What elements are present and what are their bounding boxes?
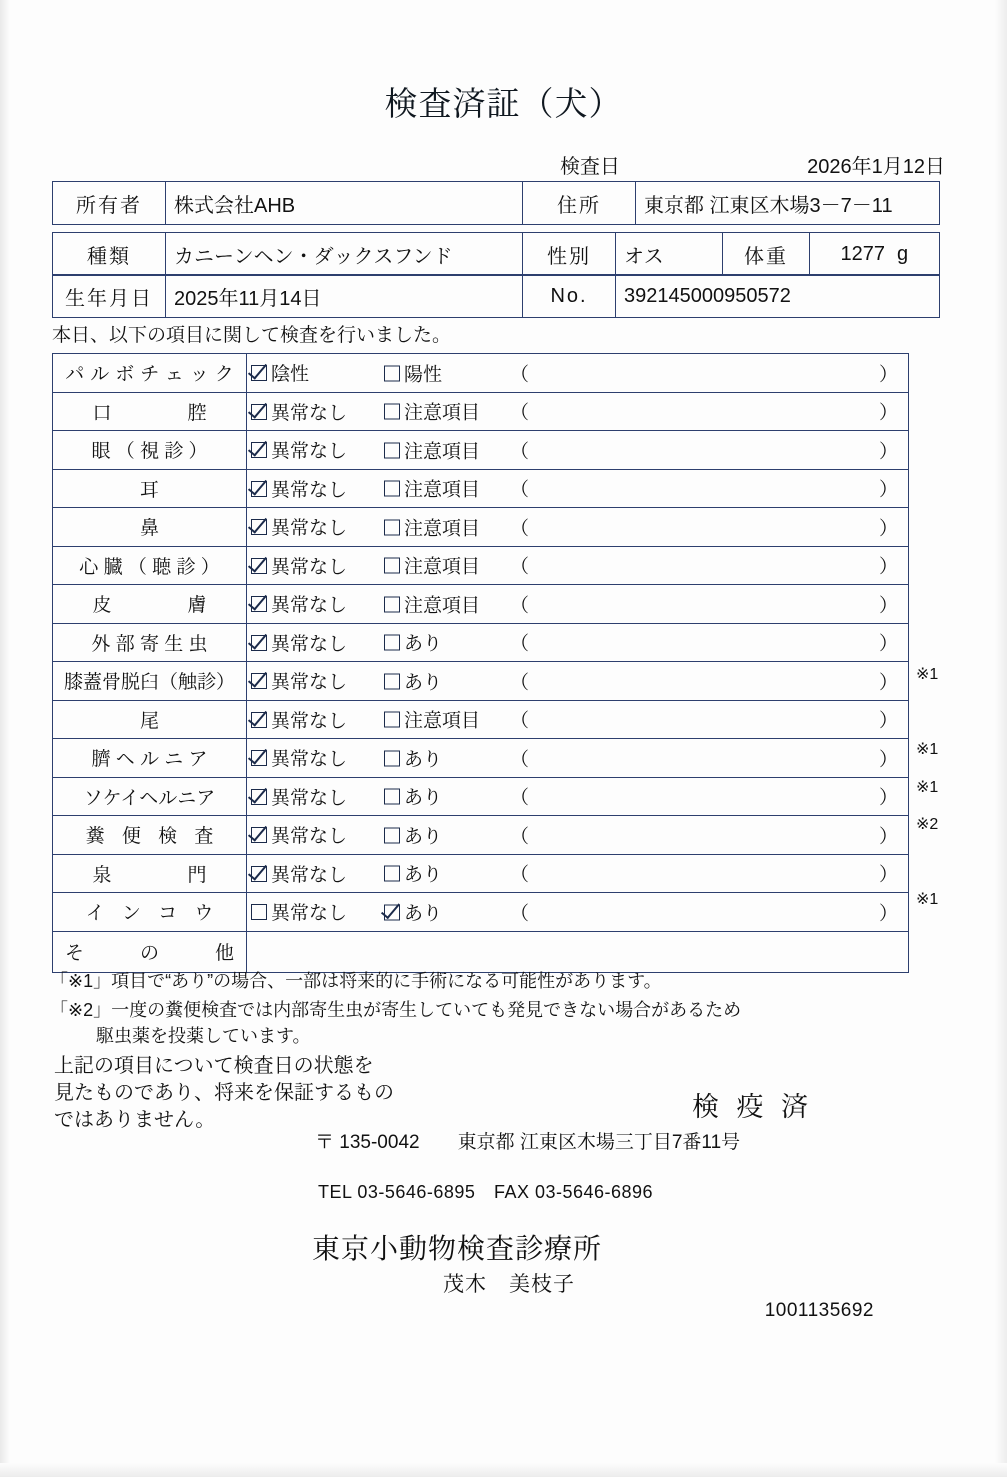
checked-checkbox-icon[interactable] bbox=[251, 442, 267, 458]
remark-paren-close: ） bbox=[878, 402, 898, 424]
checked-checkbox-icon[interactable] bbox=[251, 789, 267, 805]
option-1-label: 異常なし bbox=[271, 826, 348, 848]
inspection-options bbox=[247, 354, 909, 393]
option-1-label: 異常なし bbox=[271, 402, 348, 424]
option-2[interactable] bbox=[384, 744, 442, 771]
other-value[interactable] bbox=[247, 931, 909, 972]
inspection-options bbox=[247, 893, 909, 932]
option-1[interactable] bbox=[251, 475, 347, 502]
clinic-name: 東京小動物検査診療所 bbox=[312, 1233, 603, 1264]
option-2[interactable] bbox=[384, 436, 480, 463]
weight-unit: g bbox=[893, 233, 940, 276]
remark-paren-open: （ bbox=[510, 479, 530, 501]
option-2[interactable] bbox=[384, 398, 480, 425]
checkbox-icon[interactable] bbox=[251, 904, 267, 920]
option-2-label: あり bbox=[404, 826, 443, 848]
checked-checkbox-icon[interactable] bbox=[251, 827, 267, 843]
inspection-options bbox=[247, 816, 909, 855]
table-row bbox=[53, 700, 909, 739]
table-row bbox=[53, 431, 909, 470]
option-2[interactable] bbox=[384, 667, 442, 694]
table-row bbox=[53, 777, 909, 816]
option-1-label: 異常なし bbox=[271, 864, 348, 886]
document-number: 1001135692 bbox=[764, 1300, 874, 1321]
table-row bbox=[53, 508, 909, 547]
option-2-label: 注意項目 bbox=[404, 479, 481, 501]
option-2[interactable] bbox=[384, 860, 442, 887]
checkbox-icon[interactable] bbox=[384, 365, 400, 381]
remark-paren-close: ） bbox=[878, 864, 898, 886]
option-2-label: 注意項目 bbox=[404, 402, 481, 424]
option-2[interactable] bbox=[384, 552, 480, 579]
footnote-2-line2: 駆虫薬を投薬しています。 bbox=[96, 1026, 311, 1046]
option-2[interactable] bbox=[384, 783, 442, 810]
option-1[interactable] bbox=[251, 744, 347, 771]
statement-block bbox=[54, 1053, 394, 1134]
table-row bbox=[53, 275, 940, 318]
checked-checkbox-icon[interactable] bbox=[251, 519, 267, 535]
checkbox-icon[interactable] bbox=[384, 673, 400, 689]
option-2-label: あり bbox=[404, 672, 443, 694]
option-1-label: 異常なし bbox=[271, 556, 348, 578]
inspection-item-label: パルボチェック bbox=[53, 354, 247, 393]
statement-line-2: 見たものであり、将来を保証するもの bbox=[54, 1082, 394, 1104]
inspection-item-label: 皮 膚 bbox=[53, 585, 247, 624]
no-label: No. bbox=[523, 275, 616, 318]
remark-paren-open: （ bbox=[510, 826, 530, 848]
option-1-label: 異常なし bbox=[271, 518, 348, 540]
table-row bbox=[53, 546, 909, 585]
option-2[interactable] bbox=[384, 821, 442, 848]
option-1[interactable] bbox=[251, 898, 347, 925]
address-label: 住所 bbox=[523, 182, 636, 225]
remark-paren-close: ） bbox=[878, 633, 898, 655]
inspection-options bbox=[247, 546, 909, 585]
birth-label: 生年月日 bbox=[53, 275, 166, 318]
remark-paren-close: ） bbox=[878, 595, 898, 617]
inspection-item-label: 鼻 bbox=[53, 508, 247, 547]
remark-paren-close: ） bbox=[878, 364, 898, 386]
clinic-telfax: TEL 03-5646-6895 FAX 03-5646-6896 bbox=[318, 1182, 654, 1202]
checked-checkbox-icon[interactable] bbox=[251, 750, 267, 766]
option-1[interactable] bbox=[251, 706, 347, 733]
no-value: 392145000950572 bbox=[616, 275, 940, 318]
checked-checkbox-icon[interactable] bbox=[251, 712, 267, 728]
table-row bbox=[53, 816, 909, 855]
option-1-label: 異常なし bbox=[271, 441, 348, 463]
footnote-marker: ※1 bbox=[916, 778, 939, 796]
inspection-options bbox=[247, 623, 909, 662]
option-2-label: 注意項目 bbox=[404, 710, 481, 732]
weight-label: 体重 bbox=[723, 233, 810, 276]
option-1[interactable] bbox=[251, 398, 347, 425]
remark-paren-open: （ bbox=[510, 595, 530, 617]
table-row bbox=[53, 392, 909, 431]
scan-edge-bottom bbox=[0, 1463, 1007, 1477]
page-title: 検査済証（犬） bbox=[384, 85, 623, 122]
checkbox-icon[interactable] bbox=[384, 404, 400, 420]
remark-paren-close: ） bbox=[878, 518, 898, 540]
footnote-marker: ※1 bbox=[916, 741, 939, 758]
header-table bbox=[52, 181, 940, 225]
header-table-2 bbox=[52, 232, 940, 276]
other-label: そ の 他 bbox=[53, 931, 247, 972]
option-2-label: あり bbox=[404, 633, 443, 655]
remark-paren-close: ） bbox=[878, 826, 898, 848]
option-2-label: あり bbox=[404, 749, 443, 771]
option-1[interactable] bbox=[251, 667, 347, 694]
checkbox-icon[interactable] bbox=[384, 519, 400, 535]
breed-value: カニーンヘン・ダックスフンド bbox=[166, 233, 523, 276]
inspection-options bbox=[247, 854, 909, 893]
statement-line-1: 上記の項目について検査日の状態を bbox=[54, 1055, 374, 1077]
option-2-label: 注意項目 bbox=[404, 441, 481, 463]
table-row bbox=[53, 233, 940, 276]
option-2-label: 注意項目 bbox=[404, 595, 481, 617]
remark-paren-open: （ bbox=[510, 441, 530, 463]
option-2[interactable] bbox=[384, 513, 480, 540]
inspection-options bbox=[247, 431, 909, 470]
remark-paren-open: （ bbox=[510, 556, 530, 578]
inspection-table bbox=[52, 353, 909, 973]
option-2[interactable] bbox=[384, 898, 442, 925]
inspection-item-label: イ ン コ ウ bbox=[53, 893, 247, 932]
inspection-options bbox=[247, 700, 909, 739]
checked-checkbox-icon[interactable] bbox=[384, 904, 400, 920]
inspection-item-label: 臍 ヘ ル ニ ア bbox=[53, 739, 247, 778]
checkbox-icon[interactable] bbox=[384, 866, 400, 882]
checked-checkbox-icon[interactable] bbox=[251, 866, 267, 882]
footnote-2-line1: 「※2」一度の糞便検査では内部寄生虫が寄生していても発見できない場合があるため bbox=[50, 1000, 742, 1020]
table-row bbox=[53, 893, 909, 932]
inspection-item-label: 膝蓋骨脱臼（触診） bbox=[53, 662, 247, 701]
option-2-label: 注意項目 bbox=[404, 518, 481, 540]
clinic-person: 茂木 美枝子 bbox=[443, 1273, 575, 1296]
remark-paren-close: ） bbox=[878, 672, 898, 694]
option-1[interactable] bbox=[251, 436, 347, 463]
checkbox-icon[interactable] bbox=[384, 442, 400, 458]
remark-paren-open: （ bbox=[510, 672, 530, 694]
option-1-label: 異常なし bbox=[271, 672, 348, 694]
inspection-item-label: ソケイヘルニア bbox=[53, 777, 247, 816]
option-2[interactable] bbox=[384, 590, 480, 617]
footnote-marker: ※1 bbox=[916, 891, 939, 908]
checkbox-icon[interactable] bbox=[384, 596, 400, 612]
option-1-label: 陰性 bbox=[271, 364, 310, 386]
checked-checkbox-icon[interactable] bbox=[251, 404, 267, 420]
inspection-item-label: 尾 bbox=[53, 700, 247, 739]
option-2-label: あり bbox=[404, 903, 443, 925]
option-2-label: 陽性 bbox=[404, 364, 443, 386]
remark-paren-close: ） bbox=[878, 556, 898, 578]
table-row bbox=[53, 739, 909, 778]
checkbox-icon[interactable] bbox=[384, 712, 400, 728]
option-1[interactable] bbox=[251, 783, 347, 810]
remark-paren-open: （ bbox=[510, 402, 530, 424]
checkbox-icon[interactable] bbox=[384, 827, 400, 843]
statement-line-3: ではありません。 bbox=[54, 1109, 216, 1131]
table-row bbox=[53, 854, 909, 893]
option-2[interactable] bbox=[384, 359, 442, 386]
option-2[interactable] bbox=[384, 706, 480, 733]
remark-paren-open: （ bbox=[510, 903, 530, 925]
inspection-item-label: 糞 便 検 査 bbox=[53, 816, 247, 855]
option-2-label: 注意項目 bbox=[404, 556, 481, 578]
checkbox-icon[interactable] bbox=[384, 789, 400, 805]
clinic-address: 〒 135-0042 東京都 江東区木場三丁目7番11号 bbox=[315, 1132, 741, 1153]
option-2-label: あり bbox=[404, 864, 443, 886]
remark-paren-close: ） bbox=[878, 903, 898, 925]
sex-label: 性別 bbox=[523, 233, 616, 276]
inspection-options bbox=[247, 739, 909, 778]
inspection-item-label: 耳 bbox=[53, 469, 247, 508]
option-1[interactable] bbox=[251, 860, 347, 887]
breed-label: 種類 bbox=[53, 233, 166, 276]
weight-value: 1277 bbox=[810, 233, 894, 276]
inspection-options bbox=[247, 585, 909, 624]
option-1[interactable] bbox=[251, 590, 347, 617]
checkbox-icon[interactable] bbox=[384, 481, 400, 497]
exam-date-value: 2026年1月12日 bbox=[807, 156, 945, 178]
inspection-options bbox=[247, 469, 909, 508]
inspection-options bbox=[247, 662, 909, 701]
checkbox-icon[interactable] bbox=[384, 635, 400, 651]
remark-paren-open: （ bbox=[510, 518, 530, 540]
option-2[interactable] bbox=[384, 629, 442, 656]
inspection-options bbox=[247, 392, 909, 431]
remark-paren-close: ） bbox=[878, 710, 898, 732]
remark-paren-open: （ bbox=[510, 633, 530, 655]
inspection-options bbox=[247, 777, 909, 816]
table-row bbox=[53, 182, 940, 225]
inspection-options bbox=[247, 508, 909, 547]
inspection-item-label: 泉 門 bbox=[53, 854, 247, 893]
option-2-label: あり bbox=[404, 787, 443, 809]
sex-value: オス bbox=[616, 233, 723, 276]
remark-paren-open: （ bbox=[510, 864, 530, 886]
checked-checkbox-icon[interactable] bbox=[251, 596, 267, 612]
checked-checkbox-icon[interactable] bbox=[251, 635, 267, 651]
table-row bbox=[53, 585, 909, 624]
remark-paren-close: ） bbox=[878, 787, 898, 809]
inspection-item-label: 外 部 寄 生 虫 bbox=[53, 623, 247, 662]
checkbox-icon[interactable] bbox=[384, 750, 400, 766]
checked-checkbox-icon[interactable] bbox=[251, 558, 267, 574]
remark-paren-close: ） bbox=[878, 479, 898, 501]
inspection-item-label: 口 腔 bbox=[53, 392, 247, 431]
owner-label: 所有者 bbox=[53, 182, 166, 225]
option-1-label: 異常なし bbox=[271, 595, 348, 617]
remark-paren-close: ） bbox=[878, 441, 898, 463]
footnote-marker: ※2 bbox=[916, 816, 939, 833]
option-1-label: 異常なし bbox=[271, 479, 348, 501]
option-1[interactable] bbox=[251, 359, 309, 386]
checkbox-icon[interactable] bbox=[384, 558, 400, 574]
inspection-item-label: 眼 （ 視 診 ） bbox=[53, 431, 247, 470]
remark-paren-open: （ bbox=[510, 710, 530, 732]
option-2[interactable] bbox=[384, 475, 480, 502]
exam-date-label: 検査日 bbox=[560, 156, 620, 178]
checked-checkbox-icon[interactable] bbox=[251, 673, 267, 689]
table-row bbox=[53, 623, 909, 662]
table-row bbox=[53, 469, 909, 508]
remark-paren-close: ） bbox=[878, 749, 898, 771]
option-1-label: 異常なし bbox=[271, 903, 348, 925]
option-1-label: 異常なし bbox=[271, 710, 348, 732]
footnote-marker: ※1 bbox=[916, 666, 939, 683]
remark-paren-open: （ bbox=[510, 787, 530, 809]
option-1-label: 異常なし bbox=[271, 633, 348, 655]
scan-edge-right bbox=[995, 0, 1007, 1477]
option-1[interactable] bbox=[251, 552, 347, 579]
quarantine-stamp: 検 疫 済 bbox=[692, 1092, 814, 1122]
owner-value: 株式会社AHB bbox=[166, 182, 523, 225]
footnote-1: 「※1」項目で“あり”の場合、一部は将来的に手術になる可能性があります。 bbox=[50, 971, 662, 991]
remark-paren-open: （ bbox=[510, 364, 530, 386]
intro-note: 本日、以下の項目に関して検査を行いました。 bbox=[52, 325, 452, 346]
option-1[interactable] bbox=[251, 821, 347, 848]
checked-checkbox-icon[interactable] bbox=[251, 365, 267, 381]
scan-edge-left bbox=[0, 0, 10, 1477]
table-row bbox=[53, 354, 909, 393]
header-table-3 bbox=[52, 274, 940, 318]
option-1[interactable] bbox=[251, 629, 347, 656]
option-1-label: 異常なし bbox=[271, 787, 348, 809]
table-row bbox=[53, 662, 909, 701]
option-1-label: 異常なし bbox=[271, 749, 348, 771]
checked-checkbox-icon[interactable] bbox=[251, 481, 267, 497]
birth-value: 2025年11月14日 bbox=[166, 275, 523, 318]
option-1[interactable] bbox=[251, 513, 347, 540]
inspection-item-label: 心 臓 （ 聴 診 ） bbox=[53, 546, 247, 585]
remark-paren-open: （ bbox=[510, 749, 530, 771]
address-value: 東京都 江東区木場3－7－11 bbox=[636, 182, 940, 225]
table-row bbox=[53, 931, 909, 972]
